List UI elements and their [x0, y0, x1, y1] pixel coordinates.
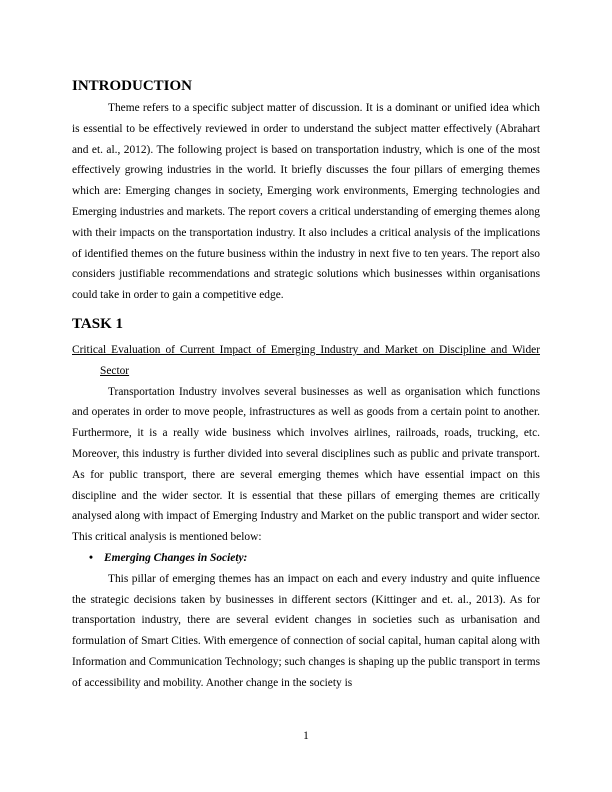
task-1-paragraph: Transportation Industry involves several businesses as well as organisation which functions and operates in order to move people, infrastructures as well as goods from a certain point to another. Furthermore, it is a really wide business which involves airlines, railroads, roads, trucking, etc. Moreover, this industry is further divided into several disciplines such as public and private transport. As for public transport, there are several emerging themes which have essential impact on this discipline and the wider sector. It is essential that these pillars of emerging themes are critically analysed along with impact of Emerging Industry and Market on the public transport and wider sector. This critical analysis is mentioned below: — [72, 385, 540, 544]
bullet-item — [72, 548, 540, 569]
bullet-label: Emerging Changes in Society: — [104, 551, 248, 564]
introduction-heading: INTRODUCTION — [72, 78, 193, 94]
page-number: 1 — [303, 730, 309, 742]
task-1-subheading: Critical Evaluation of Current Impact of Emerging Industry and Market on Discipline and Wider Sector — [72, 343, 540, 377]
bullet-paragraph: This pillar of emerging themes has an impact on each and every industry and quite influence the strategic decisions taken by businesses in different sectors (Kittinger and et. al., 2013). As for transportation industry, there are several evident changes in societies such as urbanisation and formulation of Smart Cities. With emergence of connection of social capital, human capital along with Information and Communication Technology; such changes is shaping up the public transport in terms of accessibility and mobility. Another change in the society is — [72, 572, 540, 689]
document-page — [72, 76, 540, 694]
introduction-paragraph: Theme refers to a specific subject matter of discussion. It is a dominant or unified idea which is essential to be effectively reviewed in order to understand the subject matter effectively (Abrahart and et. al., 2012). The following project is based on transportation industry, which is one of the most effectively growing industries in the world. It briefly discusses the four pillars of emerging themes which are: Emerging changes in society, Emerging work environments, Emerging technologies and Emerging industries and markets. The report covers a critical understanding of emerging themes along with their impacts on the transportation industry. It also includes a critical analysis of the implications of identified themes on the future business within the industry in next five to ten years. The report also considers justifiable recommendations and strategic solutions which businesses within organisations could take in order to gain a competitive edge. — [72, 102, 540, 302]
task-1-heading: TASK 1 — [72, 315, 123, 332]
bullet-marker: • — [89, 551, 93, 564]
